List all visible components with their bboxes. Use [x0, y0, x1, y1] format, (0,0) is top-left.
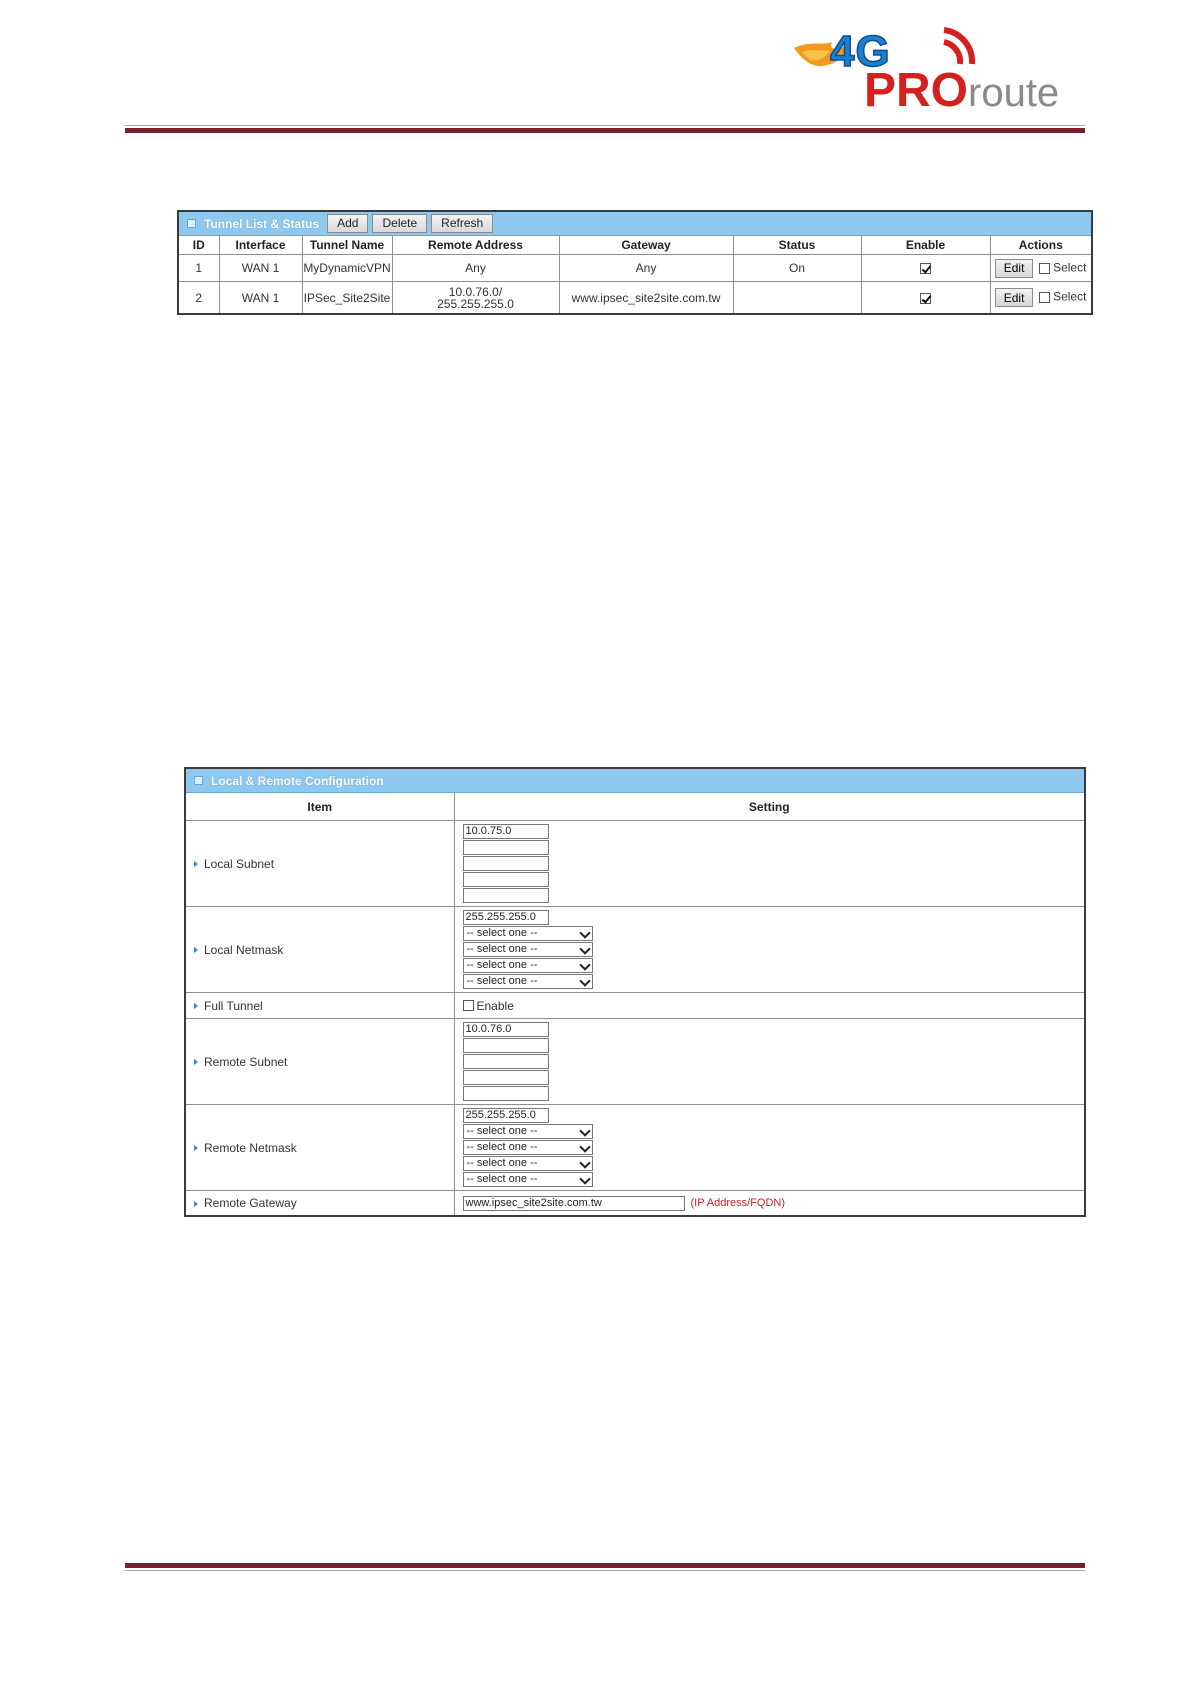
- cell-actions: [990, 255, 1091, 282]
- remote-netmask-row: [186, 1105, 1084, 1191]
- tunnel-list-panel: [177, 210, 1093, 315]
- chevron-down-icon: [579, 1173, 590, 1184]
- col-actions: Actions: [990, 236, 1091, 255]
- chevron-down-icon: [579, 1125, 590, 1136]
- local-netmask-label: Local Netmask: [204, 942, 284, 957]
- select-value: -- select one --: [466, 959, 538, 971]
- remote-subnet-label: Remote Subnet: [204, 1054, 288, 1069]
- edit-button[interactable]: Edit: [995, 259, 1033, 278]
- add-button[interactable]: Add: [327, 214, 368, 233]
- panel-collapse-icon[interactable]: [187, 219, 196, 228]
- chevron-down-icon: [579, 1141, 590, 1152]
- cell-status: On: [733, 255, 861, 282]
- select-value: -- select one --: [466, 1141, 538, 1153]
- logo-route: route: [968, 71, 1060, 115]
- cell-tunnel-name: MyDynamicVPN: [302, 255, 392, 282]
- chevron-down-icon: [579, 975, 590, 986]
- remote-gateway-label: Remote Gateway: [204, 1196, 297, 1210]
- logo-pro: PRO: [864, 64, 969, 117]
- col-setting: Setting: [454, 793, 1084, 821]
- full-tunnel-row: [186, 993, 1084, 1019]
- local-netmask-input[interactable]: 255.255.255.0: [463, 910, 549, 925]
- chevron-down-icon: [579, 1157, 590, 1168]
- full-tunnel-checkbox[interactable]: [463, 1000, 474, 1011]
- bullet-arrow-icon: [194, 1003, 198, 1009]
- select-value: -- select one --: [466, 927, 538, 939]
- select-value: -- select one --: [466, 1125, 538, 1137]
- col-interface: Interface: [219, 236, 302, 255]
- remote-subnet-input-5[interactable]: [463, 1086, 549, 1101]
- local-netmask-row: [186, 907, 1084, 993]
- tunnel-list-header: [179, 212, 1091, 236]
- remote-netmask-setting: [454, 1105, 1084, 1191]
- col-id: ID: [179, 236, 219, 255]
- table-row: [179, 255, 1091, 282]
- local-subnet-input-1[interactable]: 10.0.75.0: [463, 824, 549, 839]
- table-row: [179, 282, 1091, 314]
- remote-address-line2: 255.255.255.0: [437, 296, 514, 311]
- select-checkbox[interactable]: [1039, 263, 1050, 274]
- config-panel-title: Local & Remote Configuration: [211, 773, 384, 788]
- panel-collapse-icon[interactable]: [194, 776, 203, 785]
- tunnel-table: [179, 236, 1091, 313]
- bullet-arrow-icon: [194, 947, 198, 953]
- full-tunnel-label: Full Tunnel: [204, 998, 263, 1013]
- col-gateway: Gateway: [559, 236, 733, 255]
- remote-netmask-select-4[interactable]: [463, 1172, 593, 1187]
- delete-button[interactable]: Delete: [372, 214, 427, 233]
- remote-netmask-input[interactable]: 255.255.255.0: [463, 1108, 549, 1123]
- cell-id: 1: [179, 255, 219, 282]
- remote-gateway-row: [186, 1191, 1084, 1216]
- edit-button[interactable]: Edit: [995, 288, 1033, 307]
- local-subnet-label-cell: [186, 821, 454, 907]
- select-value: -- select one --: [466, 943, 538, 955]
- cell-actions: [990, 282, 1091, 314]
- col-item: Item: [186, 793, 454, 821]
- remote-address-line1: Any: [465, 261, 486, 275]
- local-subnet-input-2[interactable]: [463, 840, 549, 855]
- config-table-header: [186, 793, 1084, 821]
- chevron-down-icon: [579, 943, 590, 954]
- select-checkbox[interactable]: [1039, 292, 1050, 303]
- remote-subnet-input-2[interactable]: [463, 1038, 549, 1053]
- cell-remote-address: [392, 282, 559, 314]
- remote-netmask-label-cell: [186, 1105, 454, 1191]
- remote-netmask-label: Remote Netmask: [204, 1140, 297, 1155]
- cell-status: [733, 282, 861, 314]
- local-subnet-label: Local Subnet: [204, 856, 275, 871]
- select-label: Select: [1053, 289, 1087, 304]
- remote-subnet-input-1[interactable]: 10.0.76.0: [463, 1022, 549, 1037]
- local-netmask-setting: [454, 907, 1084, 993]
- full-tunnel-label-cell: [186, 993, 454, 1019]
- select-value: -- select one --: [466, 975, 538, 987]
- local-netmask-select-3[interactable]: [463, 958, 593, 973]
- refresh-button[interactable]: Refresh: [431, 214, 493, 233]
- select-label: Select: [1053, 260, 1087, 275]
- cell-enable: [861, 255, 990, 282]
- remote-netmask-select-2[interactable]: [463, 1140, 593, 1155]
- local-subnet-input-3[interactable]: [463, 856, 549, 871]
- bullet-arrow-icon: [194, 1059, 198, 1065]
- chevron-down-icon: [579, 927, 590, 938]
- remote-gateway-input[interactable]: www.ipsec_site2site.com.tw: [463, 1196, 685, 1211]
- col-enable: Enable: [861, 236, 990, 255]
- remote-gateway-hint: (IP Address/FQDN): [690, 1197, 786, 1210]
- remote-netmask-select-3[interactable]: [463, 1156, 593, 1171]
- chevron-down-icon: [579, 959, 590, 970]
- full-tunnel-enable-label: Enable: [476, 998, 514, 1013]
- cell-gateway: Any: [559, 255, 733, 282]
- full-tunnel-setting: [454, 993, 1084, 1019]
- cell-id: 2: [179, 282, 219, 314]
- local-remote-config-panel: [184, 767, 1086, 1217]
- remote-subnet-input-4[interactable]: [463, 1070, 549, 1085]
- company-logo: [792, 20, 1078, 117]
- enable-checkbox[interactable]: [920, 293, 931, 304]
- local-netmask-select-2[interactable]: [463, 942, 593, 957]
- local-netmask-label-cell: [186, 907, 454, 993]
- remote-gateway-label-cell: [186, 1191, 454, 1216]
- bullet-arrow-icon: [194, 1201, 198, 1207]
- remote-gateway-setting: [454, 1191, 1084, 1216]
- local-netmask-select-4[interactable]: [463, 974, 593, 989]
- remote-subnet-setting: [454, 1019, 1084, 1105]
- col-tunnel-name: Tunnel Name: [302, 236, 392, 255]
- select-value: -- select one --: [466, 1173, 538, 1185]
- logo-4g: 4G: [830, 27, 891, 76]
- local-subnet-setting: [454, 821, 1084, 907]
- config-panel-header: [186, 769, 1084, 793]
- remote-netmask-select-1[interactable]: [463, 1124, 593, 1139]
- remote-address-line1: 10.0.76.0/: [448, 284, 503, 299]
- col-remote-address: Remote Address: [392, 236, 559, 255]
- remote-subnet-input-3[interactable]: [463, 1054, 549, 1069]
- remote-subnet-row: [186, 1019, 1084, 1105]
- local-subnet-input-4[interactable]: [463, 872, 549, 887]
- tunnel-list-title: Tunnel List & Status: [204, 216, 320, 231]
- col-status: Status: [733, 236, 861, 255]
- cell-interface: WAN 1: [219, 282, 302, 314]
- bullet-arrow-icon: [194, 861, 198, 867]
- tunnel-table-header: [179, 236, 1091, 255]
- cell-remote-address: [392, 255, 559, 282]
- local-netmask-select-1[interactable]: [463, 926, 593, 941]
- remote-subnet-label-cell: [186, 1019, 454, 1105]
- cell-tunnel-name: IPSec_Site2Site: [302, 282, 392, 314]
- local-subnet-input-5[interactable]: [463, 888, 549, 903]
- select-value: -- select one --: [466, 1157, 538, 1169]
- cell-interface: WAN 1: [219, 255, 302, 282]
- enable-checkbox[interactable]: [920, 263, 931, 274]
- bullet-arrow-icon: [194, 1145, 198, 1151]
- footer-rule: [125, 1563, 1085, 1571]
- config-table: [186, 793, 1084, 1215]
- cell-gateway: www.ipsec_site2site.com.tw: [559, 282, 733, 314]
- local-subnet-row: [186, 821, 1084, 907]
- cell-enable: [861, 282, 990, 314]
- header-rule: [125, 125, 1085, 133]
